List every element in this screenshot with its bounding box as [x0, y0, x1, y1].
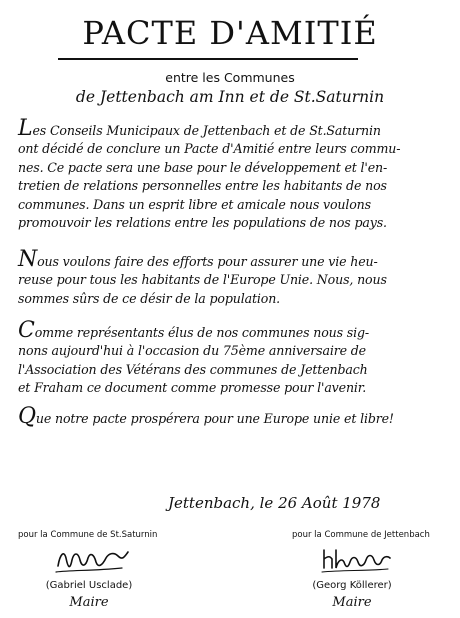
place-and-date: Jettenbach, le 26 Août 1978	[168, 494, 381, 512]
paragraph-line: nons aujourd'hui à l'occasion du 75ème anniversaire de	[18, 343, 366, 359]
paragraph-line: promouvoir les relations entre les populations de nos pays.	[18, 215, 387, 231]
paragraph-4	[18, 404, 448, 429]
subtitle-line-1: entre les Communes	[165, 70, 295, 85]
paragraph-line: tretien de relations personnelles entre les habitants de nos	[18, 178, 387, 194]
document-title: PACTE D'AMITIÉ	[82, 14, 378, 52]
right-signatory-name: (Georg Köllerer)	[312, 580, 392, 591]
paragraph-line: reuse pour tous les habitants de l'Europe Unie. Nous, nous	[18, 272, 387, 288]
right-signatory-caption: pour la Commune de Jettenbach	[292, 530, 430, 540]
right-signature-icon	[318, 542, 394, 578]
paragraph-2	[18, 247, 448, 308]
paragraph-line: sommes sûrs de ce désir de la population.	[18, 290, 281, 306]
paragraph-line: ont décidé de conclure un Pacte d'Amitié entre leurs commu-	[18, 141, 401, 157]
paragraph-line: communes. Dans un esprit libre et amicale nous voulons	[18, 196, 371, 212]
paragraph-line: l'Association des Vétérans des communes de Jettenbach	[18, 361, 368, 377]
title-underline	[58, 58, 358, 60]
paragraph-line: nes. Ce pacte sera une base pour le développement et l'en-	[18, 159, 388, 175]
paragraph-line: Les Conseils Municipaux de Jettenbach et de St.Saturnin	[18, 116, 381, 141]
left-signatory-caption: pour la Commune de St.Saturnin	[18, 530, 158, 540]
paragraph-3	[18, 318, 448, 398]
left-signatory-name: (Gabriel Usclade)	[45, 580, 133, 591]
paragraph-line: Que notre pacte prospérera pour une Europe unie et libre!	[18, 404, 394, 429]
right-signatory-role: Maire	[332, 595, 372, 610]
paragraph-line: Comme représentants élus de nos communes nous sig-	[18, 318, 369, 343]
paragraph-line: Nous voulons faire des efforts pour assurer une vie heu-	[18, 247, 378, 272]
left-signatory-role: Maire	[69, 595, 109, 610]
paragraph-line: et Fraham ce document comme promesse pour l'avenir.	[18, 380, 367, 396]
subtitle-line-2: de Jettenbach am Inn et de St.Saturnin	[75, 88, 385, 106]
paragraph-1	[18, 116, 448, 232]
left-signature-icon	[52, 544, 132, 578]
